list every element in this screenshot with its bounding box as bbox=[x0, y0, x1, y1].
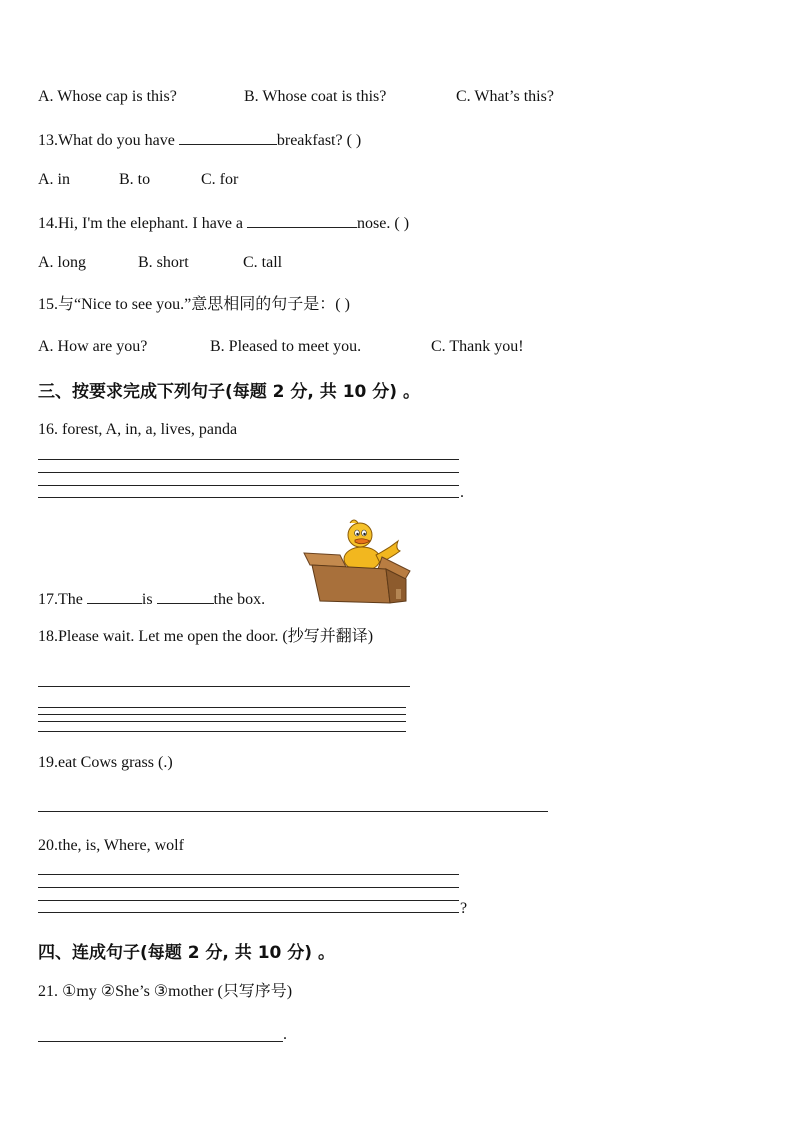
q18-answer-line-5[interactable] bbox=[38, 731, 406, 732]
q16-answer-line-4[interactable] bbox=[38, 497, 459, 498]
q21-end-mark: . bbox=[283, 1026, 287, 1043]
q17-part-3: the box. bbox=[213, 591, 266, 608]
q12-option-a: A. Whose cap is this? bbox=[38, 88, 177, 105]
q18-answer-line-2[interactable] bbox=[38, 707, 406, 708]
q20-answer-line-4[interactable] bbox=[38, 912, 459, 913]
section-4-title: 四、连成句子(每题 2 分, 共 10 分) 。 bbox=[38, 943, 335, 963]
q17-blank-2[interactable] bbox=[157, 588, 214, 604]
q16-answer-line-3[interactable] bbox=[38, 485, 459, 486]
q13-option-c: C. for bbox=[201, 171, 239, 188]
q17-part-2: is bbox=[141, 591, 157, 608]
q14-option-b: B. short bbox=[138, 254, 189, 271]
q20-answer-line-3[interactable] bbox=[38, 900, 459, 901]
q13-stem bbox=[38, 129, 361, 151]
q14-stem-before: 14.Hi, I'm the elephant. I have a bbox=[38, 215, 248, 232]
q16-answer-line-2[interactable] bbox=[38, 472, 459, 473]
q12-option-b: B. Whose coat is this? bbox=[244, 88, 387, 105]
q14-stem bbox=[38, 212, 409, 234]
q15-option-a: A. How are you? bbox=[38, 338, 148, 355]
q16-stem: 16. forest, A, in, a, lives, panda bbox=[38, 421, 238, 438]
q19-stem: 19.eat Cows grass (.) bbox=[38, 754, 173, 771]
q15-option-b: B. Pleased to meet you. bbox=[210, 338, 362, 355]
q18-stem: 18.Please wait. Let me open the door. (抄写并翻译) bbox=[38, 628, 374, 645]
q18-answer-line-3[interactable] bbox=[38, 714, 406, 715]
q15-option-c: C. Thank you! bbox=[431, 338, 524, 355]
q15-stem: 15.与“Nice to see you.”意思相同的句子是：( ) bbox=[38, 296, 350, 313]
q20-end-mark: ? bbox=[460, 900, 468, 917]
q16-answer-line-1[interactable] bbox=[38, 459, 459, 460]
q13-answer-blank[interactable] bbox=[179, 129, 277, 145]
q20-stem: 20.the, is, Where, wolf bbox=[38, 837, 184, 854]
section-3-title: 三、按要求完成下列句子(每题 2 分, 共 10 分) 。 bbox=[38, 382, 420, 402]
q13-option-b: B. to bbox=[119, 171, 151, 188]
q16-end-mark: . bbox=[460, 484, 464, 501]
q17-blank-1[interactable] bbox=[87, 588, 142, 604]
q12-option-c: C. What’s this? bbox=[456, 88, 554, 105]
q17-stem bbox=[38, 588, 265, 610]
q20-answer-line-1[interactable] bbox=[38, 874, 459, 875]
q18-answer-line-4[interactable] bbox=[38, 721, 406, 722]
duck-in-box-icon bbox=[300, 515, 418, 607]
q20-answer-line-2[interactable] bbox=[38, 887, 459, 888]
q19-answer-line[interactable] bbox=[38, 811, 548, 812]
q21-answer-line[interactable] bbox=[38, 1041, 283, 1042]
q14-answer-blank[interactable] bbox=[247, 212, 357, 228]
q17-part-1: 17.The bbox=[38, 591, 87, 608]
q13-option-a: A. in bbox=[38, 171, 70, 188]
q14-stem-after: nose. ( ) bbox=[357, 215, 410, 232]
q13-stem-before: 13.What do you have bbox=[38, 132, 179, 149]
q14-option-a: A. long bbox=[38, 254, 86, 271]
q14-option-c: C. tall bbox=[243, 254, 283, 271]
q18-answer-line-1[interactable] bbox=[38, 686, 410, 687]
q21-stem: 21. ①my ②She’s ③mother (只写序号) bbox=[38, 983, 293, 1000]
q13-stem-after: breakfast? ( ) bbox=[276, 132, 362, 149]
